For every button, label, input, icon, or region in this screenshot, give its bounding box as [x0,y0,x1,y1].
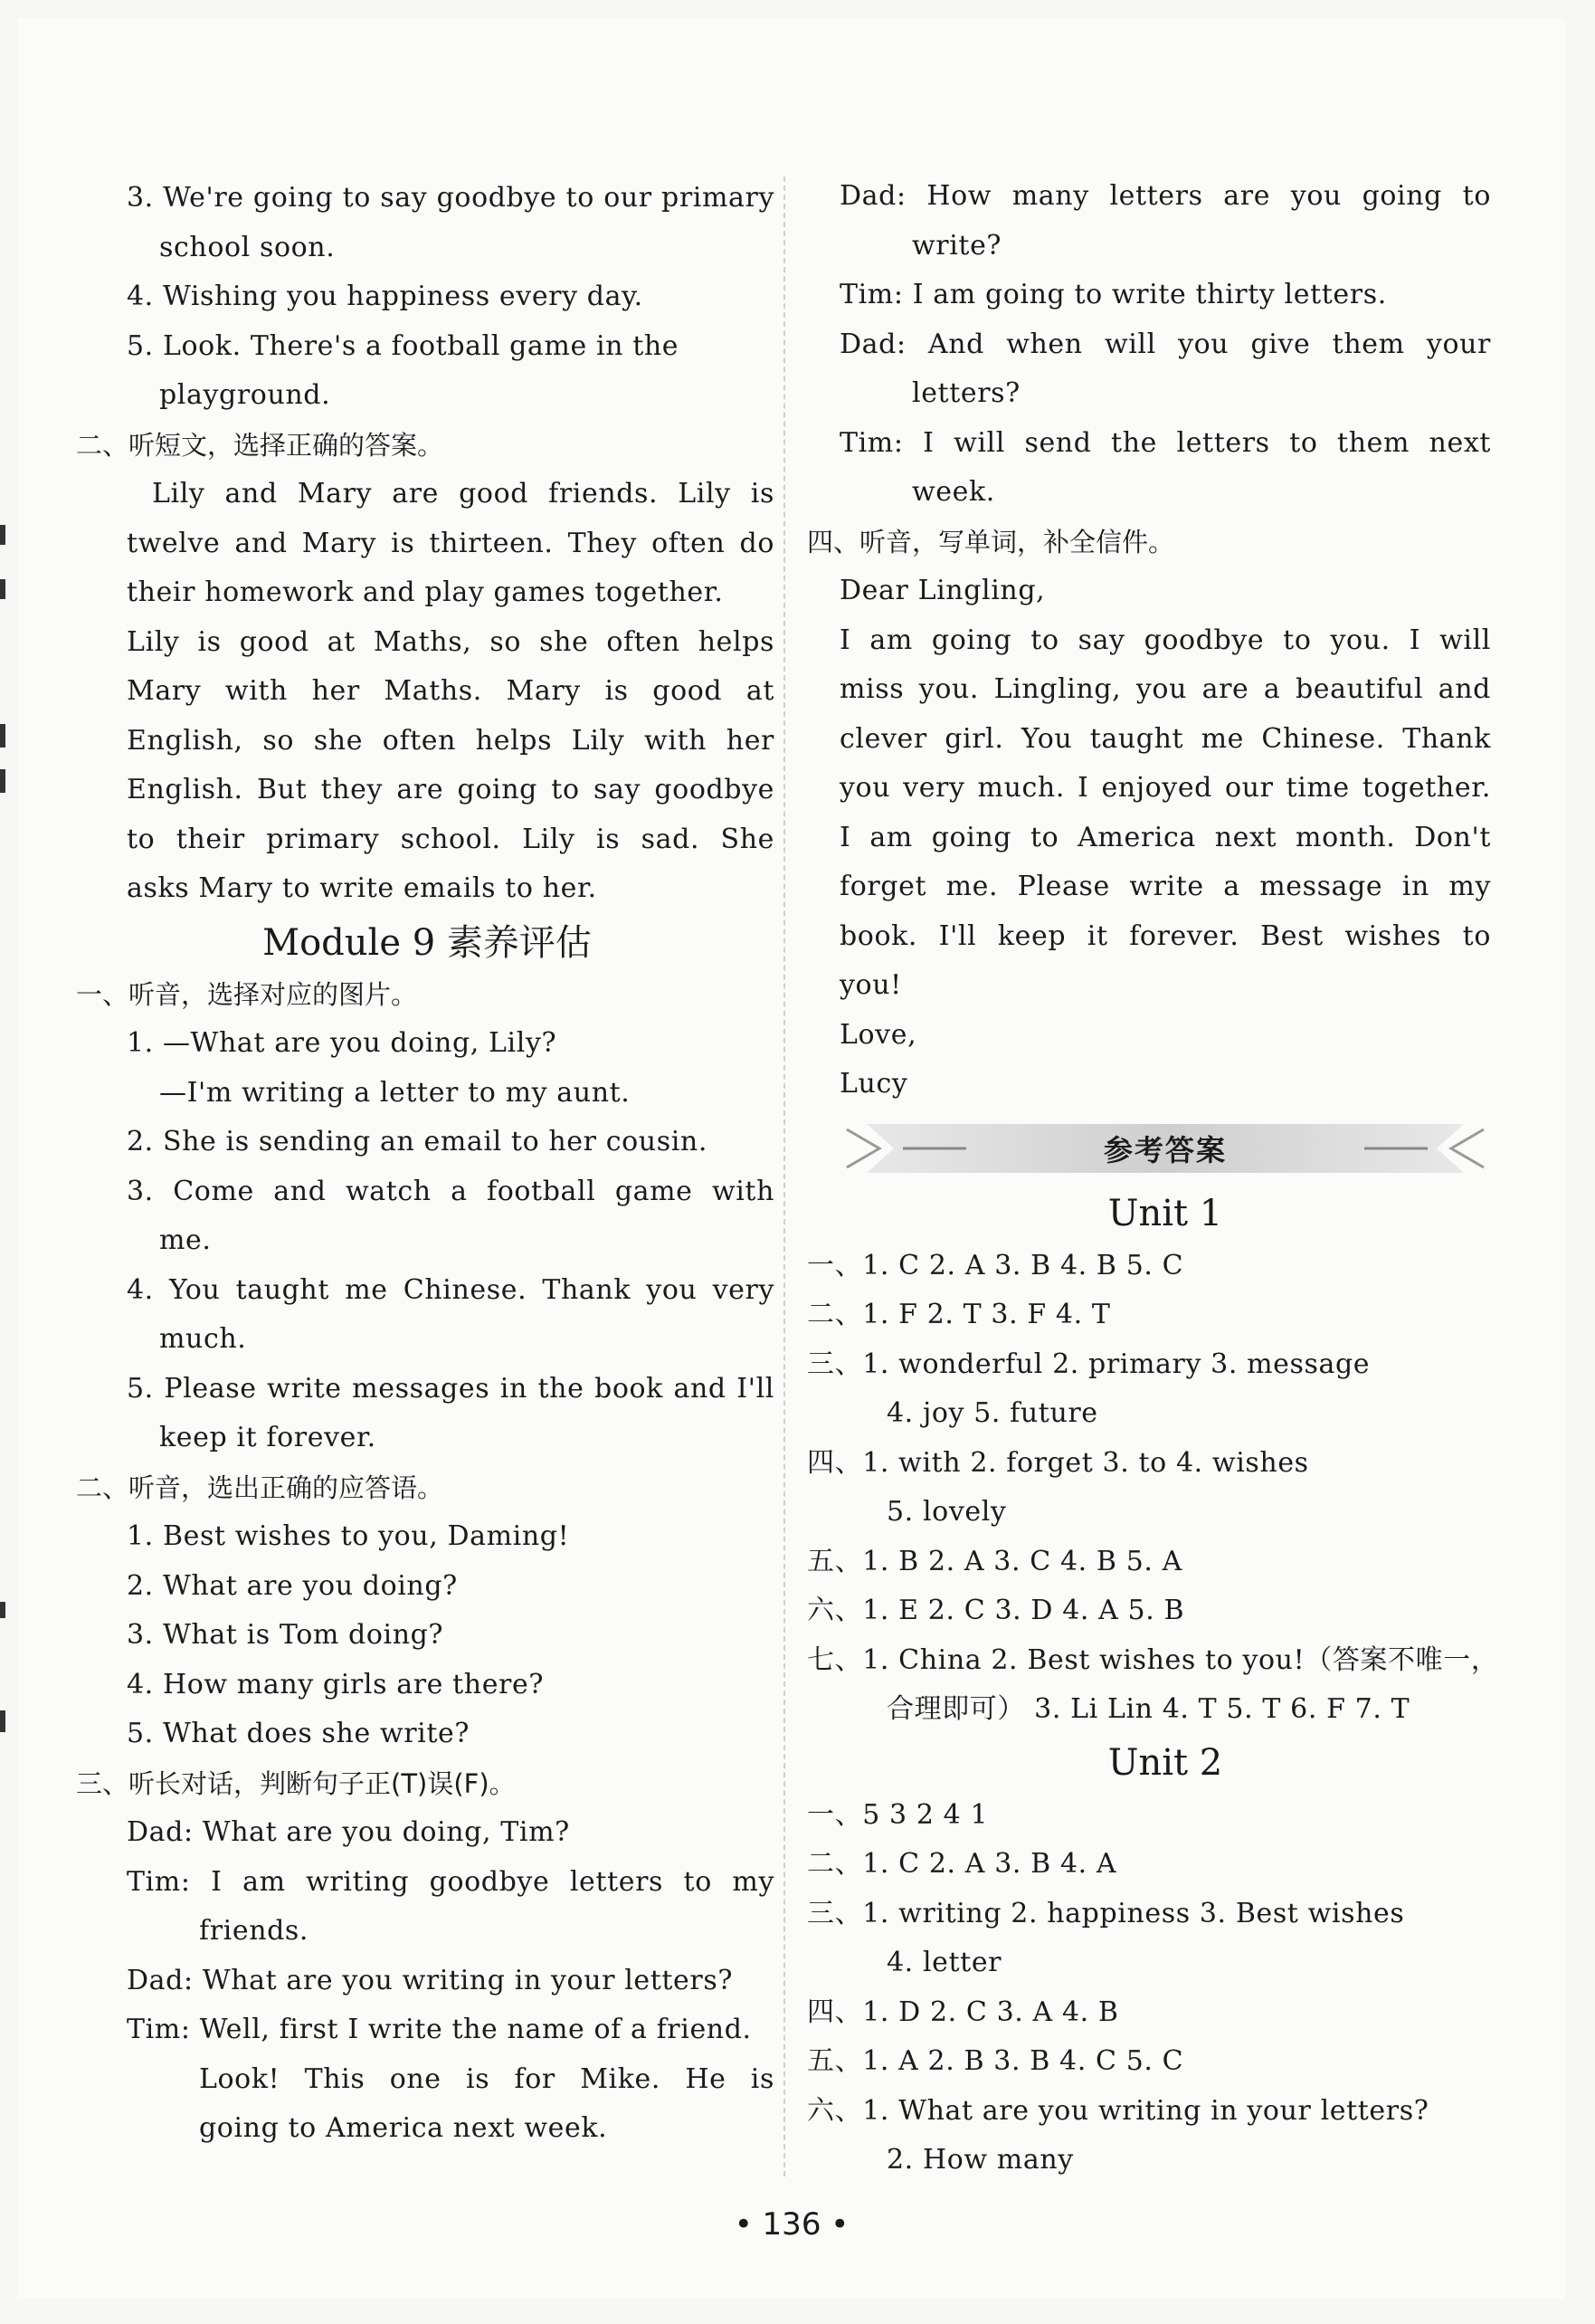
left-column-text-bottom [76,970,774,2154]
column-divider [783,176,785,2176]
text-line: I am going to America next month. Don't [840,821,1491,853]
text-line: going to America next week. [199,2112,608,2144]
text-line: friends. [199,1915,309,1947]
text-line: Mary with her Maths. Mary is good at [127,675,774,707]
text-line: much. [159,1323,247,1355]
unit2-answers [807,1791,1491,2186]
text-line: 5. Please write messages in the book and I'll [127,1372,774,1405]
text-line: forget me. Please write a message in my [840,871,1491,902]
text-line: 三、听长对话，判断句子正(T)误(F)。 [76,1767,516,1799]
text-line: 3. We're going to say goodbye to our primary [127,182,774,214]
answer-line: 4. joy 5. future [887,1397,1098,1429]
text-line: 3. What is Tom doing? [127,1619,444,1651]
text-line: keep it forever. [159,1422,376,1453]
text-line: playground. [159,379,331,411]
text-line: Dad: And when will you give them your [840,328,1491,360]
scan-edge-mark [0,1602,5,1618]
answer-line: 一、1. C 2. A 3. B 4. B 5. C [807,1249,1184,1281]
text-line: write? [912,229,1002,262]
text-line: Lucy [840,1068,908,1100]
scan-edge-mark [0,525,5,545]
scan-edge-mark [0,1710,5,1732]
text-line: 4. How many girls are there? [127,1668,545,1700]
text-line: you! [840,969,902,1001]
module-title: Module 9 素养评估 [262,921,592,964]
text-line: me. [159,1224,212,1256]
text-line: school soon. [159,231,336,263]
answer-line: 一、5 3 2 4 1 [807,1798,989,1831]
text-line: week. [912,476,995,508]
scan-edge-mark [0,724,5,748]
text-line: Tim: I am going to write thirty letters. [840,279,1387,310]
answer-line: 三、1. wonderful 2. primary 3. message [807,1348,1371,1380]
text-line: Dad: How many letters are you going to [840,180,1491,212]
text-line: 2. She is sending an email to her cousin. [127,1126,707,1157]
left-column-text-top [76,174,774,914]
answer-line: 4. letter [887,1947,1002,1978]
text-line: you very much. I enjoyed our time together. [840,772,1491,804]
answer-line: 二、1. C 2. A 3. B 4. A [807,1848,1117,1880]
answer-line: 六、1. What are you writing in your letters? [807,2094,1429,2127]
right-column-dialogue-letter [807,172,1491,1110]
text-line: I am going to say goodbye to you. I will [840,624,1491,656]
text-line: 1. Best wishes to you, Daming! [127,1520,570,1552]
answer-line: 六、1. E 2. C 3. D 4. A 5. B [807,1595,1185,1626]
page [18,18,1565,2299]
text-line: —I'm writing a letter to my aunt. [159,1076,631,1109]
answers-banner-title: 参考答案 [1103,1132,1227,1167]
answer-line: 5. lovely [887,1496,1007,1528]
text-line: 5. What does she write? [127,1718,470,1749]
text-line: Dad: What are you writing in your letters? [127,1964,734,1996]
answer-line: 二、1. F 2. T 3. F 4. T [807,1299,1111,1330]
text-line: 3. Come and watch a football game with [127,1175,774,1207]
text-line: 2. What are you doing? [127,1569,458,1602]
text-line: Tim: Well, first I write the name of a friend. [127,2014,752,2045]
text-line: asks Mary to write emails to her. [127,872,597,904]
unit2-title: Unit 2 [1107,1741,1223,1784]
text-line: Love, [840,1018,917,1051]
text-line: 一、听音，选择对应的图片。 [76,978,418,1010]
text-line: 四、听音，写单词，补全信件。 [807,526,1175,557]
answer-line: 合理即可） 3. Li Lin 4. T 5. T 6. F 7. T [887,1693,1410,1725]
scan-edge-mark [0,769,5,793]
text-line: English. But they are going to say goodbye [127,774,774,805]
text-line: 1. —What are you doing, Lily? [127,1027,557,1059]
page-number: • 136 • [734,2206,850,2243]
text-line: 二、听音，选出正确的应答语。 [76,1472,444,1503]
text-line: Lily and Mary are good friends. Lily is [152,478,774,510]
text-line: Tim: I will send the letters to them next [840,426,1491,459]
unit1-title: Unit 1 [1107,1192,1223,1234]
answer-line: 2. How many [887,2144,1074,2176]
text-line: Look! This one is for Mike. He is [199,2062,774,2095]
answer-line: 七、1. China 2. Best wishes to you!（答案不唯一， [807,1643,1499,1676]
answer-line: 五、1. B 2. A 3. C 4. B 5. A [807,1545,1182,1577]
answer-line: 四、1. with 2. forget 3. to 4. wishes [807,1446,1309,1479]
text-line: to their primary school. Lily is sad. She [127,823,774,855]
scan-edge-mark [0,579,5,599]
text-line: Tim: I am writing goodbye letters to my [127,1865,774,1898]
text-line: 4. You taught me Chinese. Thank you very [127,1273,774,1306]
answer-line: 四、1. D 2. C 3. A 4. B [807,1995,1119,2028]
unit1-answers [807,1242,1499,1735]
text-line: miss you. Lingling, you are a beautiful and [840,673,1491,705]
answers-banner [840,1117,1491,1180]
text-line: 二、听短文，选择正确的答案。 [76,429,444,461]
text-line: their homework and play games together. [127,576,724,608]
left-column [76,174,774,2154]
text-line: 4. Wishing you happiness every day. [127,281,643,312]
answer-line: 三、1. writing 2. happiness 3. Best wishes [807,1897,1405,1929]
text-line: book. I'll keep it forever. Best wishes to [840,919,1491,952]
text-line: Dear Lingling, [840,575,1046,606]
text-line: twelve and Mary is thirteen. They often do [127,527,774,559]
answer-line: 五、1. A 2. B 3. B 4. C 5. C [807,2045,1184,2077]
text-line: Dad: What are you doing, Tim? [127,1816,570,1848]
text-line: letters? [912,377,1021,409]
text-line: English, so she often helps Lily with her [127,724,774,757]
right-column [807,172,1499,2186]
text-line: clever girl. You taught me Chinese. Thank [840,722,1491,755]
text-line: Lily is good at Maths, so she often helps [127,625,774,658]
text-line: 5. Look. There's a football game in the [127,329,679,362]
